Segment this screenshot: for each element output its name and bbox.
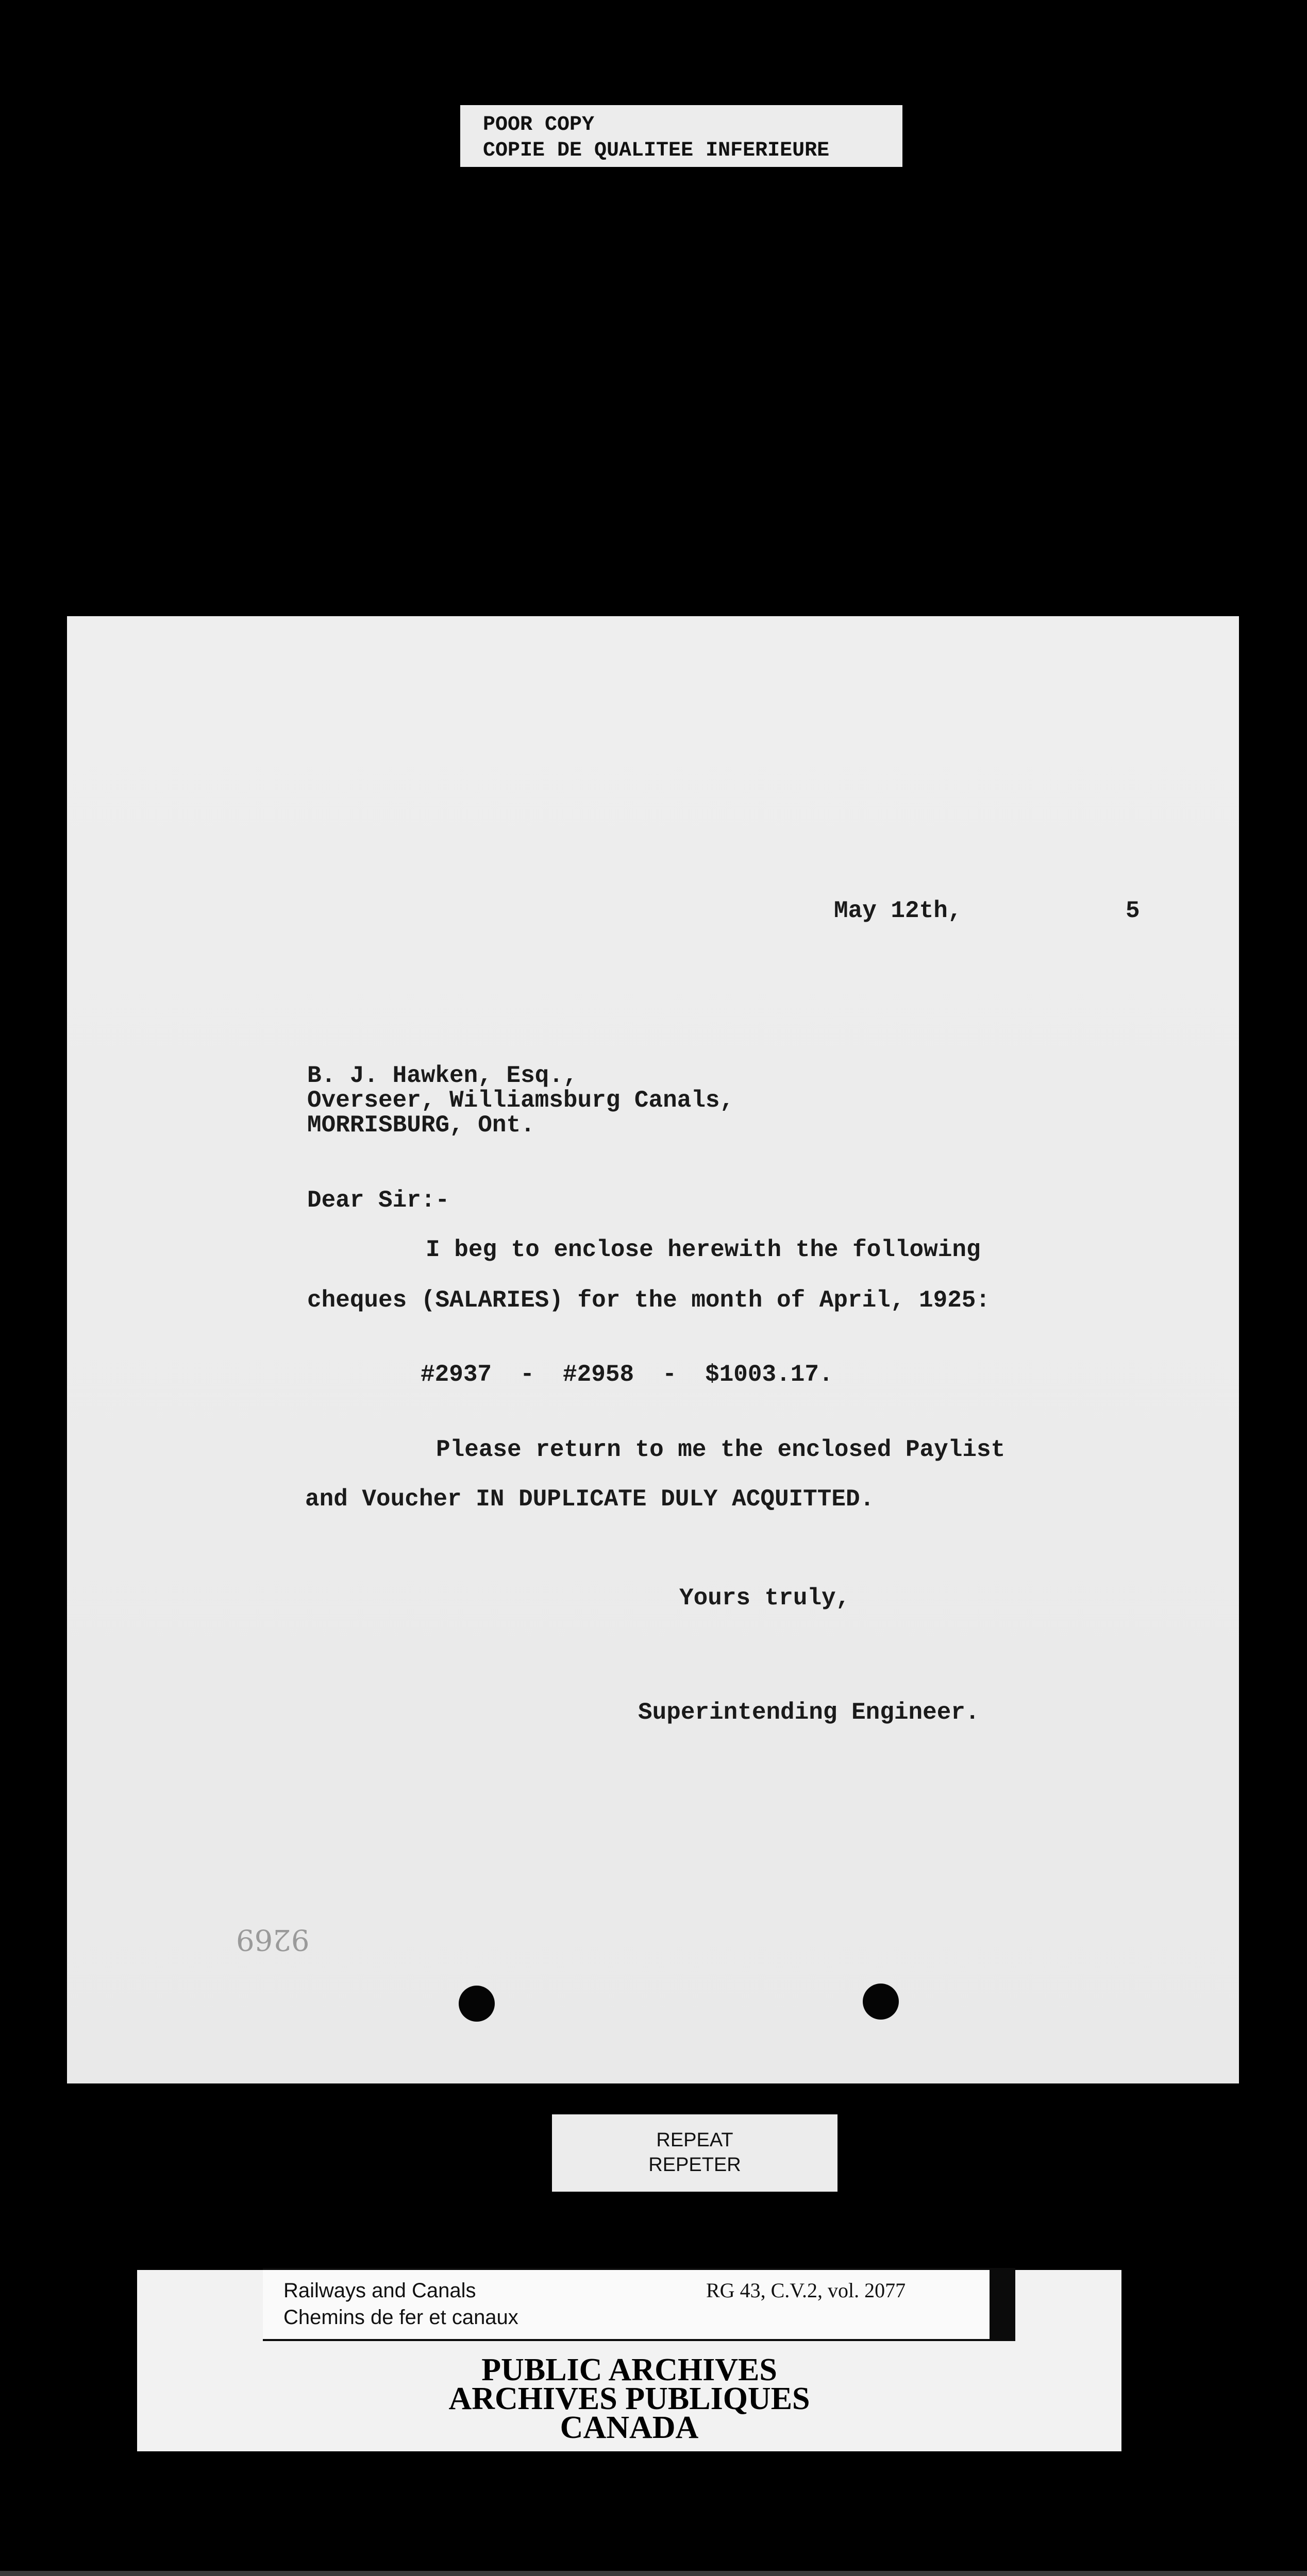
letter-date: May 12th,	[834, 897, 962, 924]
poor-copy-line2: COPIE DE QUALITEE INFERIEURE	[483, 139, 830, 162]
letter-page	[67, 616, 1239, 2083]
page-number: 5	[1126, 897, 1140, 924]
archives-line-3: CANADA	[560, 2410, 699, 2445]
request-line-2: and Voucher IN DUPLICATE DULY ACQUITTED.	[305, 1486, 875, 1513]
poor-copy-line1: POOR COPY	[483, 113, 595, 137]
request-line-1: Please return to me the enclosed Paylist	[436, 1436, 1006, 1463]
poor-copy-label	[460, 105, 902, 167]
department-fr: Chemins de fer et canaux	[283, 2306, 518, 2329]
stamp-number: 9269	[236, 1923, 310, 1956]
archives-line-1: PUBLIC ARCHIVES	[481, 2352, 777, 2387]
cheque-list: #2937 - #2958 - $1003.17.	[421, 1361, 833, 1388]
closing: Yours truly,	[679, 1585, 850, 1612]
body-line-2: cheques (SALARIES) for the month of April, 1925:	[307, 1287, 991, 1314]
footer-reference-box	[263, 2270, 990, 2339]
body-line-1: I beg to enclose herewith the following	[426, 1236, 981, 1263]
archive-reference: RG 43, C.V.2, vol. 2077	[706, 2279, 906, 2302]
recipient-line-3: MORRISBURG, Ont.	[307, 1112, 535, 1139]
repeat-label	[552, 2114, 837, 2192]
recipient-line-1: B. J. Hawken, Esq.,	[307, 1062, 578, 1089]
archives-title	[137, 2352, 1121, 2445]
salutation: Dear Sir:-	[307, 1187, 450, 1214]
recipient-line-2: Overseer, Williamsburg Canals,	[307, 1087, 734, 1114]
punch-hole-left	[459, 1986, 495, 2022]
punch-hole-right	[863, 1984, 899, 2020]
repeat-line1: REPEAT	[656, 2129, 733, 2151]
signature-title: Superintending Engineer.	[638, 1699, 980, 1726]
scan-edge	[0, 2571, 1307, 2576]
repeat-line2: REPETER	[648, 2154, 741, 2176]
archives-line-2: ARCHIVES PUBLIQUES	[448, 2381, 810, 2416]
department-en: Railways and Canals	[283, 2279, 476, 2302]
